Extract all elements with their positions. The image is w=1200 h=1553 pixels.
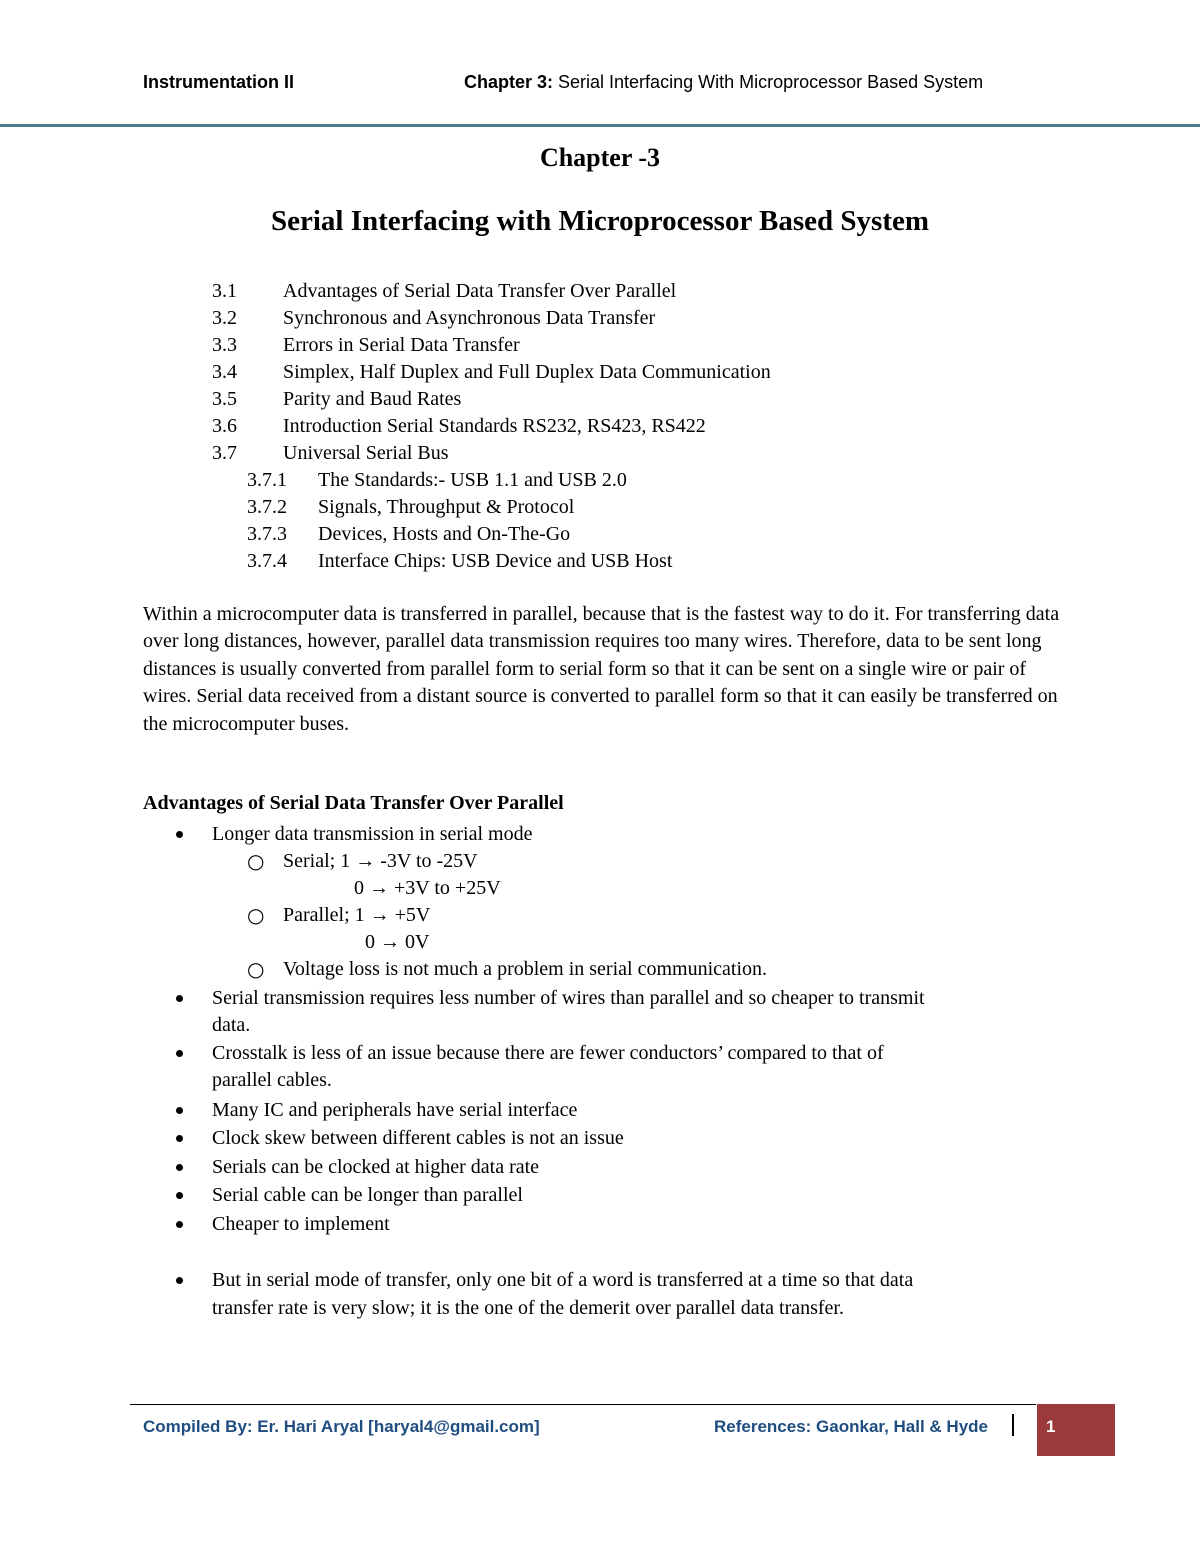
toc-item [0,305,1200,332]
toc-number: 3.2 [212,307,237,329]
footer-separator [1012,1414,1014,1436]
circle-bullet-icon: ○ [247,849,265,873]
subbullet-text: Serial; 1 → -3V to -25V [283,850,478,872]
circle-bullet-icon: ○ [247,903,265,927]
bullet-text: Serial cable can be longer than parallel [212,1184,523,1206]
toc-number: 3.5 [212,388,237,410]
bullet-text: Crosstalk is less of an issue because there are fewer conductors’ compared to that of [212,1042,884,1064]
toc-number: 3.4 [212,361,237,383]
toc-number: 3.6 [212,415,237,437]
toc-text: Devices, Hosts and On-The-Go [318,523,571,545]
subbullet-continuation: 0 → 0V [365,931,430,953]
toc-number: 3.7.4 [247,550,287,572]
toc-subitem [0,548,1200,575]
toc-text: Introduction Serial Standards RS232, RS423, RS422 [283,415,706,437]
chapter-label: Chapter -3 [539,143,661,172]
toc-number: 3.7.3 [247,523,287,545]
toc-text: Advantages of Serial Data Transfer Over Parallel [283,280,677,302]
circle-bullet-icon: ○ [247,957,265,981]
bullet-text: Serials can be clocked at higher data rate [212,1156,540,1178]
footer-rule [130,1404,1036,1405]
bullet-text: Longer data transmission in serial mode [212,823,533,845]
bullet-text-continuation: data. [212,1014,251,1036]
toc-number: 3.7 [212,442,237,464]
toc-subitem [0,521,1200,548]
bullet-text: Many IC and peripherals have serial interface [212,1099,578,1121]
footer-references: References: Gaonkar, Hall & Hyde [714,1417,989,1436]
subbullet-text: Parallel; 1 → +5V [283,904,431,926]
intro-paragraph: Within a microcomputer data is transferred in parallel, because that is the fastest way to do it. For transferring data over long distances, however, parallel data transmission requires too many wires. Therefore, data to be sent long distances is usually converted from parallel form to serial form so that it can be sent on a single wire or pair of wires. Serial data received from a distant source is converted to parallel form so that it can easily be transferred on the microcomputer buses. [143,603,1060,735]
bullet-icon [176,1164,183,1171]
page-number: 1 [1046,1417,1056,1436]
table-of-contents [0,278,1200,575]
running-header-chapter-title: Serial Interfacing With Microprocessor Based System [553,72,984,92]
toc-item [0,359,1200,386]
bullet-text: Cheaper to implement [212,1213,390,1235]
toc-text: Interface Chips: USB Device and USB Host [318,550,673,572]
bullet-icon [176,1221,183,1228]
header-rule [0,124,1200,127]
toc-item [0,440,1200,467]
toc-item [0,332,1200,359]
toc-number: 3.7.2 [247,496,287,518]
toc-text: Parity and Baud Rates [283,388,462,410]
bullet-text: Clock skew between different cables is not an issue [212,1127,624,1149]
toc-subitem [0,494,1200,521]
bullet-icon [176,1277,183,1284]
toc-item [0,413,1200,440]
bullet-icon [176,995,183,1002]
toc-number: 3.1 [212,280,237,302]
chapter-title: Serial Interfacing with Microprocessor Based System [270,205,930,237]
bullet-icon [176,1050,183,1057]
toc-text: Errors in Serial Data Transfer [283,334,520,356]
section-heading: Advantages of Serial Data Transfer Over Parallel [143,792,564,814]
toc-subitem [0,467,1200,494]
subbullet-continuation: 0 → +3V to +25V [354,877,501,899]
toc-text: Signals, Throughput & Protocol [318,496,575,518]
subbullet-text: Voltage loss is not much a problem in serial communication. [283,958,767,980]
toc-item [0,386,1200,413]
bullet-text-continuation: transfer rate is very slow; it is the one of the demerit over parallel data transfer. [212,1297,844,1319]
toc-number: 3.3 [212,334,237,356]
bullet-text: Serial transmission requires less number of wires than parallel and so cheaper to transmit [212,987,925,1009]
bullet-text: But in serial mode of transfer, only one bit of a word is transferred at a time so that data [212,1269,914,1291]
toc-text: Synchronous and Asynchronous Data Transfer [283,307,656,329]
toc-number: 3.7.1 [247,469,287,491]
toc-text: The Standards:- USB 1.1 and USB 2.0 [318,469,627,491]
bullet-icon [176,1135,183,1142]
bullet-icon [176,1107,183,1114]
footer-compiled-by: Compiled By: Er. Hari Aryal [haryal4@gmail.com] [143,1417,540,1436]
bullet-icon [176,1192,183,1199]
toc-text: Universal Serial Bus [283,442,449,464]
toc-text: Simplex, Half Duplex and Full Duplex Data Communication [283,361,771,383]
toc-item [0,278,1200,305]
bullet-text-continuation: parallel cables. [212,1069,332,1091]
running-header-chapter-label: Chapter 3: [464,72,554,92]
running-header-chapter [464,72,983,93]
bullet-icon [176,831,183,838]
running-header-course: Instrumentation II [143,72,295,92]
